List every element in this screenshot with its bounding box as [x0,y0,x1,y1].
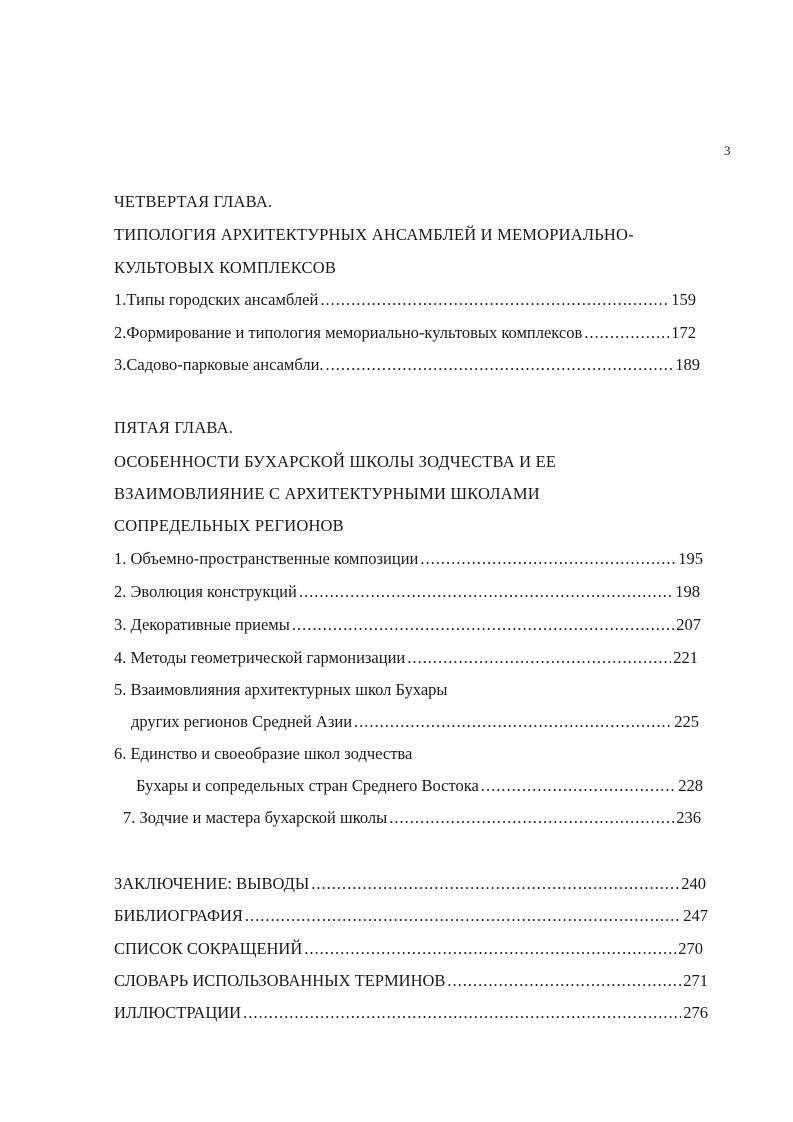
dot-leader [584,323,669,343]
toc-entry-ch5-7[interactable] [123,808,701,828]
dot-leader [354,712,672,732]
chapter4-title: ЧЕТВЕРТАЯ ГЛАВА. [114,192,273,211]
chapter5-title: ПЯТАЯ ГЛАВА. [114,418,234,437]
chapter5-subtitle-line1: ОСОБЕННОСТИ БУХАРСКОЙ ШКОЛЫ ЗОДЧЕСТВА И ЕЕ [114,452,557,471]
toc-entry-illustrations[interactable] [114,1003,708,1023]
dot-leader [245,906,681,926]
toc-entry-page: 172 [671,323,696,342]
dot-leader [407,648,671,668]
toc-entry-page: 276 [683,1003,708,1022]
toc-entry-label: БИБЛИОГРАФИЯ [114,906,243,925]
toc-entry-ch4-2[interactable] [114,323,696,343]
toc-entry-page: 271 [683,971,708,990]
toc-entry-label: 3. Декоративные приемы [114,615,290,634]
toc-entry-page: 225 [674,712,699,731]
toc-entry-page: 236 [676,808,701,827]
chapter4-subtitle-line1: ТИПОЛОГИЯ АРХИТЕКТУРНЫХ АНСАМБЛЕЙ И МЕМОРИАЛЬНО- [114,225,634,244]
dot-leader [420,549,676,569]
toc-entry-ch5-1[interactable] [114,549,703,569]
toc-entry-abbreviations[interactable] [114,939,703,959]
toc-entry-label: 1.Типы городских ансамблей [114,290,319,309]
toc-entry-label: ИЛЛЮСТРАЦИИ [114,1003,242,1022]
toc-entry-ch5-3[interactable] [114,615,701,635]
toc-entry-label: Бухары и сопредельных стран Среднего Востока [136,776,479,795]
toc-entry-label: ЗАКЛЮЧЕНИЕ: ВЫВОДЫ [114,874,310,893]
chapter5-subtitle-line2: ВЗАИМОВЛИЯНИЕ С АРХИТЕКТУРНЫМИ ШКОЛАМИ [114,484,540,503]
toc-entry-label: 2.Формирование и типология мемориально-культовых комплексов [114,323,583,342]
toc-entry-ch5-6[interactable] [136,776,703,796]
toc-entry-ch5-6-line1: 6. Единство и своеобразие школ зодчества [114,744,413,763]
dot-leader [292,615,674,635]
page-number: 3 [724,143,731,158]
toc-entry-label: 7. Зодчие и мастера бухарской школы [123,808,388,827]
toc-entry-bibliography[interactable] [114,906,708,926]
toc-entry-label: СЛОВАРЬ ИСПОЛЬЗОВАННЫХ ТЕРМИНОВ [114,971,446,990]
toc-entry-page: 198 [675,582,700,601]
dot-leader [311,874,679,894]
toc-entry-ch5-5[interactable] [131,712,699,732]
toc-entry-conclusion[interactable] [114,874,706,894]
toc-entry-label: 3.Садово-парковые ансамбли. [114,355,324,374]
toc-entry-label: 4. Методы геометрической гармонизации [114,648,406,667]
toc-entry-page: 228 [678,776,703,795]
chapter4-subtitle-line2: КУЛЬТОВЫХ КОМПЛЕКСОВ [114,258,337,277]
dot-leader [447,971,681,991]
toc-entry-label: других регионов Средней Азии [131,712,353,731]
toc-entry-page: 240 [681,874,706,893]
toc-entry-page: 221 [673,648,698,667]
dot-leader [389,808,674,828]
toc-entry-page: 189 [675,355,700,374]
toc-entry-ch5-5-line1: 5. Взаимовлияния архитектурных школ Бухары [114,680,448,699]
dot-leader [299,582,673,602]
chapter5-subtitle-line3: СОПРЕДЕЛЬНЫХ РЕГИОНОВ [114,516,344,535]
toc-entry-glossary[interactable] [114,971,708,991]
toc-entry-label: СПИСОК СОКРАЩЕНИЙ [114,939,303,958]
toc-entry-label: 1. Объемно-пространственные композиции [114,549,419,568]
toc-entry-page: 195 [678,549,703,568]
dot-leader [243,1003,681,1023]
toc-entry-ch4-3[interactable] [114,355,700,375]
toc-entry-page: 207 [676,615,701,634]
dot-leader [481,776,676,796]
toc-entry-label: 2. Эволюция конструкций [114,582,297,601]
dot-leader [326,355,674,375]
toc-entry-page: 247 [683,906,708,925]
toc-entry-ch4-1[interactable] [114,290,696,310]
dot-leader [304,939,676,959]
toc-entry-page: 159 [671,290,696,309]
toc-entry-ch5-4[interactable] [114,648,698,668]
dot-leader [320,290,669,310]
toc-entry-ch5-2[interactable] [114,582,700,602]
toc-entry-page: 270 [678,939,703,958]
